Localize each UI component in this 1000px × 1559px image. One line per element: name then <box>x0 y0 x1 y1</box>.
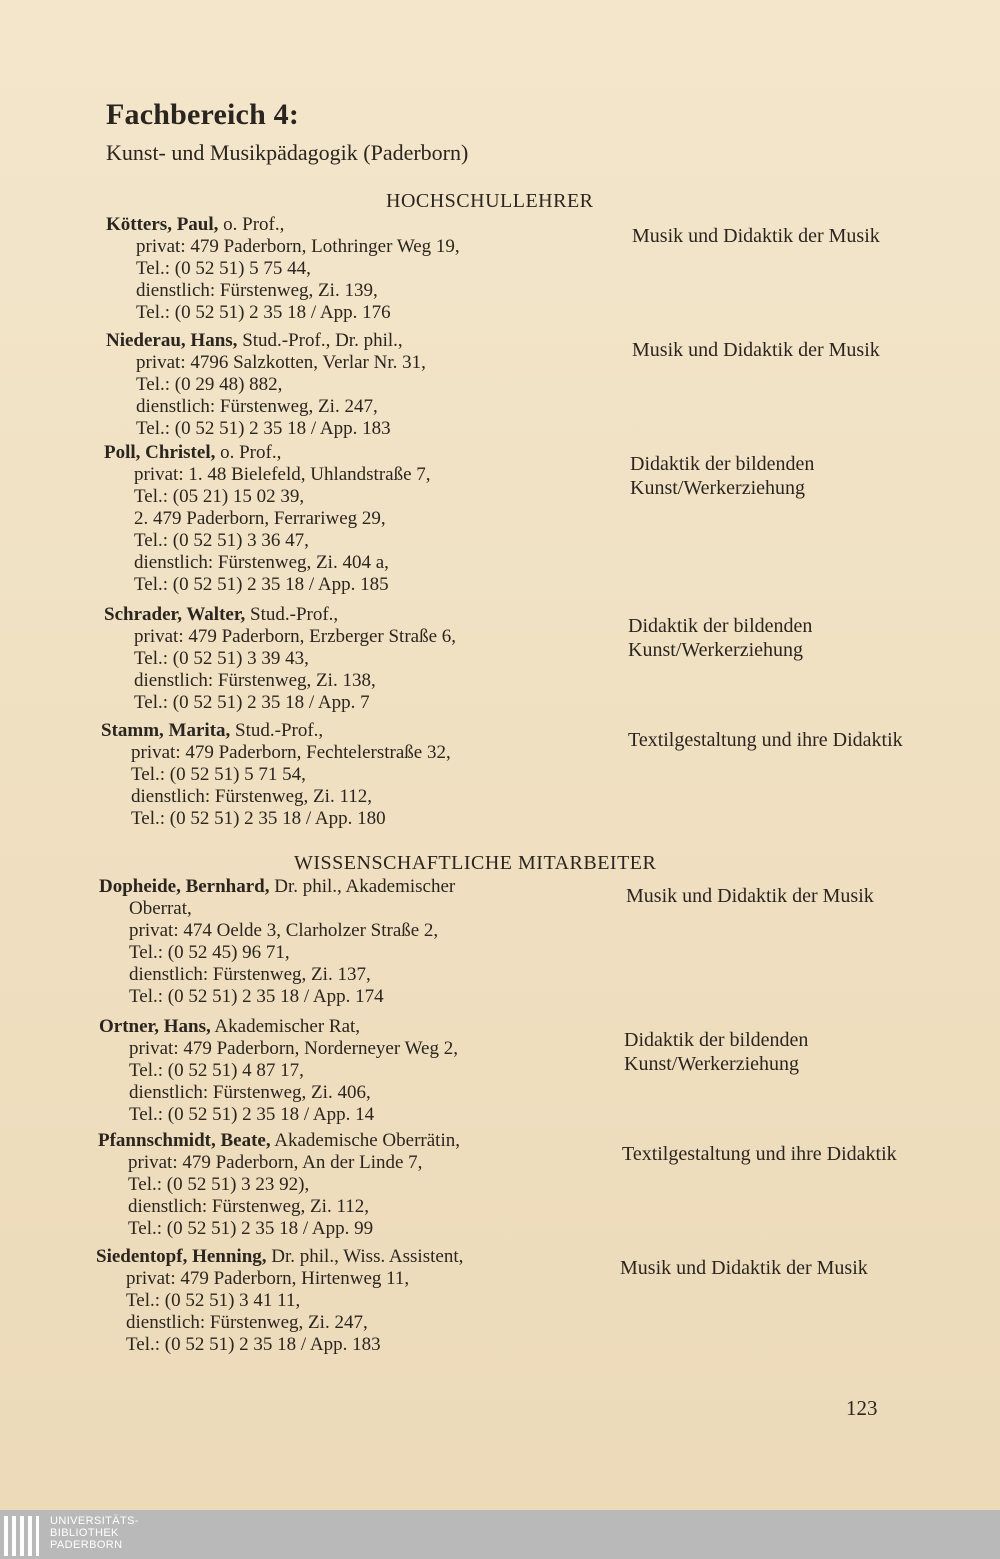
staff-name: Schrader, Walter, <box>104 604 246 625</box>
staff-entry <box>96 1246 463 1356</box>
staff-entry <box>101 720 451 830</box>
staff-detail-line: Tel.: (0 52 51) 2 35 18 / App. 183 <box>126 1334 381 1355</box>
staff-entry <box>99 1016 458 1126</box>
staff-entry <box>106 214 460 324</box>
staff-detail-line: Tel.: (0 52 51) 3 23 92), <box>128 1174 310 1195</box>
staff-detail-line: dienstlich: Fürstenweg, Zi. 112, <box>131 786 372 807</box>
staff-detail-line: dienstlich: Fürstenweg, Zi. 137, <box>129 964 371 985</box>
staff-detail-line: dienstlich: Fürstenweg, Zi. 247, <box>136 396 378 417</box>
staff-detail-line: Tel.: (0 52 51) 2 35 18 / App. 174 <box>129 986 384 1007</box>
staff-detail-line: privat: 479 Paderborn, An der Linde 7, <box>128 1152 423 1173</box>
staff-detail-line: privat: 479 Paderborn, Hirtenweg 11, <box>126 1268 410 1289</box>
staff-detail-line: Tel.: (0 52 51) 2 35 18 / App. 99 <box>128 1218 374 1239</box>
staff-subject: Didaktik der bildenden Kunst/Werkerziehung <box>624 1029 809 1075</box>
staff-detail-line: dienstlich: Fürstenweg, Zi. 406, <box>129 1082 371 1103</box>
staff-detail-line: Tel.: (0 52 51) 5 71 54, <box>131 764 306 785</box>
staff-detail-line: Tel.: (0 52 51) 3 36 47, <box>134 530 309 551</box>
staff-detail-line: Tel.: (0 52 45) 96 71, <box>129 942 290 963</box>
staff-title: Dr. phil., Akademischer <box>269 876 456 897</box>
staff-title: Akademische Oberrätin, <box>270 1130 460 1151</box>
staff-title: o. Prof., <box>218 214 285 235</box>
staff-subject: Musik und Didaktik der Musik <box>632 339 880 361</box>
staff-entry <box>99 876 455 1008</box>
staff-subject: Textilgestaltung und ihre Didaktik <box>628 729 903 751</box>
staff-detail-line: Tel.: (0 52 51) 4 87 17, <box>129 1060 304 1081</box>
staff-detail-line: dienstlich: Fürstenweg, Zi. 139, <box>136 280 378 301</box>
staff-detail-line: Tel.: (0 52 51) 2 35 18 / App. 14 <box>129 1104 375 1125</box>
staff-title: Akademischer Rat, <box>210 1016 361 1037</box>
staff-subject: Musik und Didaktik der Musik <box>632 225 880 247</box>
logo-line: BIBLIOTHEK <box>50 1527 119 1539</box>
staff-detail-line: Tel.: (0 52 51) 3 41 11, <box>126 1290 301 1311</box>
staff-detail-line: Tel.: (0 52 51) 2 35 18 / App. 180 <box>131 808 386 829</box>
staff-detail-line: Tel.: (0 52 51) 2 35 18 / App. 7 <box>134 692 370 713</box>
staff-name: Poll, Christel, <box>104 442 216 463</box>
staff-detail-line: privat: 4796 Salzkotten, Verlar Nr. 31, <box>136 352 426 373</box>
staff-name: Niederau, Hans, <box>106 330 238 351</box>
staff-subject: Musik und Didaktik der Musik <box>620 1257 868 1279</box>
staff-subject: Musik und Didaktik der Musik <box>626 885 874 907</box>
page-subtitle: Kunst- und Musikpädagogik (Paderborn) <box>106 140 469 165</box>
staff-detail-line: privat: 479 Paderborn, Norderneyer Weg 2, <box>129 1038 458 1059</box>
staff-detail-line: Tel.: (0 52 51) 2 35 18 / App. 183 <box>136 418 391 439</box>
staff-detail-line: dienstlich: Fürstenweg, Zi. 112, <box>128 1196 369 1217</box>
section-heading-hochschullehrer: HOCHSCHULLEHRER <box>386 190 594 212</box>
staff-title: Dr. phil., Wiss. Assistent, <box>266 1246 464 1267</box>
staff-title: Stud.-Prof., Dr. phil., <box>237 330 403 351</box>
staff-title: Stud.-Prof., <box>230 720 324 741</box>
staff-detail-line: Tel.: (05 21) 15 02 39, <box>134 486 305 507</box>
staff-detail-line: Oberrat, <box>129 898 192 919</box>
page-title: Fachbereich 4: <box>106 98 300 131</box>
staff-name: Stamm, Marita, <box>101 720 231 741</box>
section-heading-wissenschaftliche-mitarbeiter: WISSENSCHAFTLICHE MITARBEITER <box>294 852 657 874</box>
library-logo-icon <box>4 1516 44 1556</box>
staff-detail-line: Tel.: (0 52 51) 2 35 18 / App. 185 <box>134 574 389 595</box>
staff-subject: Didaktik der bildenden Kunst/Werkerziehung <box>630 453 815 499</box>
staff-detail-line: dienstlich: Fürstenweg, Zi. 138, <box>134 670 376 691</box>
staff-detail-line: privat: 479 Paderborn, Erzberger Straße 6, <box>134 626 457 647</box>
staff-name: Dopheide, Bernhard, <box>99 876 270 897</box>
staff-subject: Textilgestaltung und ihre Didaktik <box>622 1143 897 1165</box>
staff-title: Stud.-Prof., <box>245 604 339 625</box>
staff-entry <box>104 604 456 714</box>
staff-detail-line: Tel.: (0 52 51) 2 35 18 / App. 176 <box>136 302 391 323</box>
staff-name: Ortner, Hans, <box>99 1016 211 1037</box>
logo-line: UNIVERSITÄTS- <box>50 1515 139 1527</box>
staff-name: Kötters, Paul, <box>106 214 219 235</box>
staff-detail-line: Tel.: (0 52 51) 5 75 44, <box>136 258 311 279</box>
staff-entry <box>104 442 431 596</box>
staff-detail-line: privat: 474 Oelde 3, Clarholzer Straße 2, <box>129 920 439 941</box>
staff-subject: Didaktik der bildenden Kunst/Werkerziehung <box>628 615 813 661</box>
logo-line: PADERBORN <box>50 1539 123 1551</box>
library-logo-text <box>50 1515 139 1551</box>
staff-name: Pfannschmidt, Beate, <box>98 1130 271 1151</box>
staff-detail-line: privat: 1. 48 Bielefeld, Uhlandstraße 7, <box>134 464 431 485</box>
staff-detail-line: 2. 479 Paderborn, Ferrariweg 29, <box>134 508 386 529</box>
staff-name: Siedentopf, Henning, <box>96 1246 267 1267</box>
staff-detail-line: privat: 479 Paderborn, Fechtelerstraße 32, <box>131 742 451 763</box>
staff-detail-line: dienstlich: Fürstenweg, Zi. 404 a, <box>134 552 389 573</box>
page-number: 123 <box>846 1396 878 1420</box>
staff-detail-line: Tel.: (0 52 51) 3 39 43, <box>134 648 309 669</box>
library-footer-bar <box>0 1510 1000 1559</box>
staff-detail-line: Tel.: (0 29 48) 882, <box>136 374 283 395</box>
staff-entry <box>98 1130 460 1240</box>
staff-detail-line: dienstlich: Fürstenweg, Zi. 247, <box>126 1312 368 1333</box>
staff-detail-line: privat: 479 Paderborn, Lothringer Weg 19, <box>136 236 460 257</box>
staff-entry <box>106 330 426 440</box>
staff-title: o. Prof., <box>215 442 282 463</box>
